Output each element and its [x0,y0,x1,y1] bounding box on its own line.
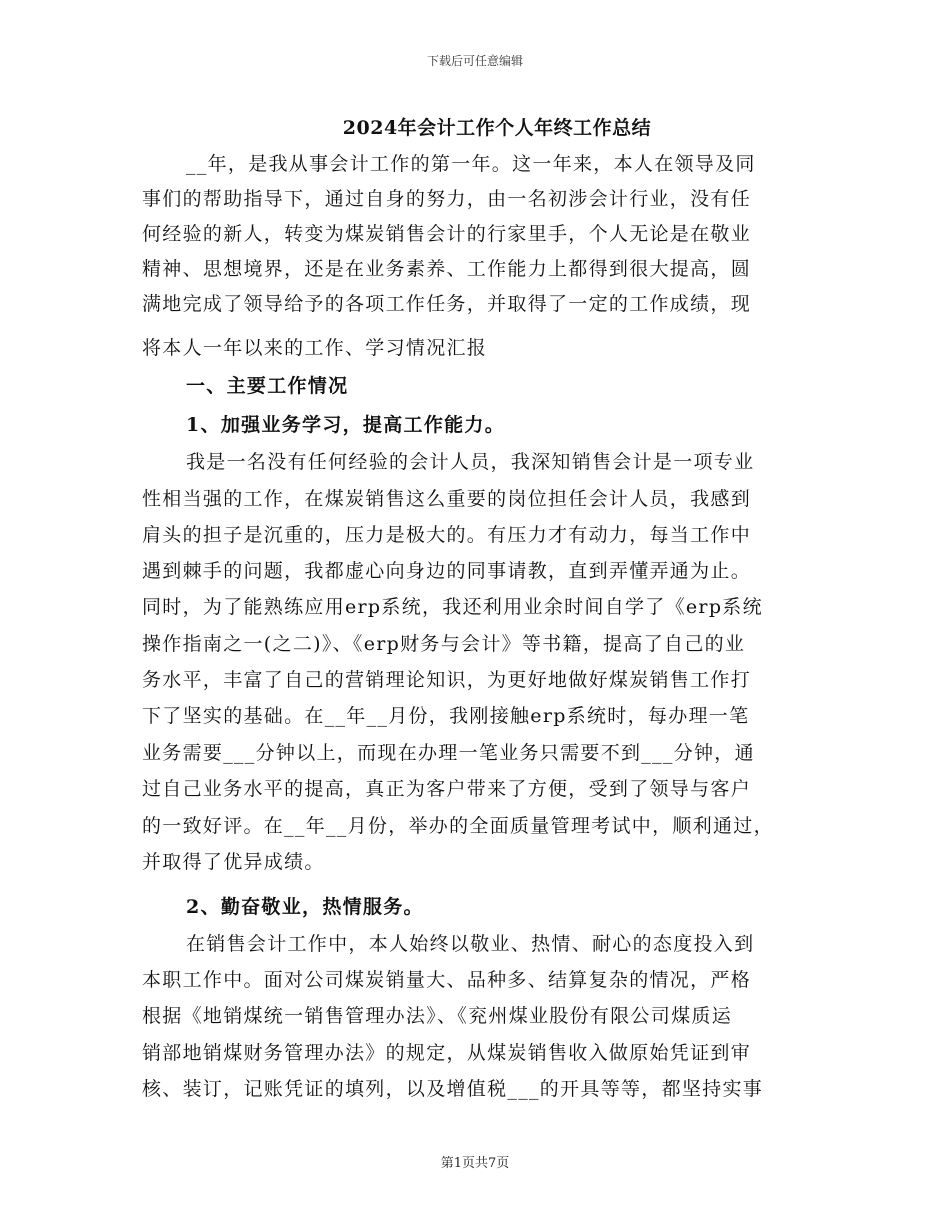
paragraph-line: 遇到棘手的问题，我都虚心向身边的同事请教，直到弄懂弄通为止。 [142,560,752,582]
paragraph-line: __年，是我从事会计工作的第一年。这一年来，本人在领导及同 [186,153,756,175]
subsection-heading: 1、加强业务学习，提高工作能力。 [186,414,506,436]
paragraph-line: 并取得了优异成绩。 [142,851,325,873]
paragraph-line: 下了坚实的基础。在__年__月份，我刚接触erp系统时，每办理一笔 [142,705,750,727]
paragraph-line: 将本人一年以来的工作、学习情况汇报 [142,337,488,359]
paragraph-line: 同时，为了能熟练应用erp系统，我还利用业余时间自学了《erp系统 [142,596,763,618]
paragraph-line: 肩头的担子是沉重的，压力是极大的。有压力才有动力，每当工作中 [142,524,752,546]
paragraph-line: 过自己业务水平的提高，真正为客户带来了方便，受到了领导与客户 [142,778,752,800]
paragraph-line: 精神、思想境界，还是在业务素养、工作能力上都得到很大提高，圆 [142,258,752,280]
paragraph-line: 满地完成了领导给予的各项工作任务，并取得了一定的工作成绩，现 [142,293,752,315]
paragraph-line: 核、装订，记账凭证的填列，以及增值税___的开具等等，都坚持实事 [142,1078,764,1100]
paragraph-line: 在销售会计工作中，本人始终以敬业、热情、耐心的态度投入到 [186,933,755,955]
paragraph-line: 销部地销煤财务管理办法》的规定，从煤炭销售收入做原始凭证到审 [142,1042,752,1064]
section-heading: 一、主要工作情况 [186,375,349,397]
page-header-note: 下载后可任意编辑 [426,54,523,68]
paragraph-line: 何经验的新人，转变为煤炭销售会计的行家里手，个人无论是在敬业 [142,223,752,245]
paragraph-line: 业务需要___分钟以上，而现在办理一笔业务只需要不到___分钟，通 [142,742,755,764]
paragraph-line: 性相当强的工作，在煤炭销售这么重要的岗位担任会计人员，我感到 [142,488,752,510]
paragraph-line: 事们的帮助指导下，通过自身的努力，由一名初涉会计行业，没有任 [142,188,752,210]
document-title: 2024年会计工作个人年终工作总结 [342,117,652,139]
paragraph-line: 的一致好评。在__年__月份，举办的全面质量管理考试中，顺利通过， [142,815,774,837]
subsection-heading: 2、勤奋敬业，热情服务。 [186,896,424,918]
paragraph-line: 操作指南之一(之二)》、《erp财务与会计》等书籍，提高了自己的业 [142,633,746,655]
page-number: 第1页共7页 [440,1156,510,1171]
paragraph-line: 务水平，丰富了自己的营销理论知识，为更好地做好煤炭销售工作打 [142,669,752,691]
paragraph-line: 我是一名没有任何经验的会计人员，我深知销售会计是一项专业 [186,451,755,473]
paragraph-line: 本职工作中。面对公司煤炭销量大、品种多、结算复杂的情况，严格 [142,969,752,991]
paragraph-line: 根据《地销煤统一销售管理办法》、《兖州煤业股份有限公司煤质运 [142,1005,733,1027]
